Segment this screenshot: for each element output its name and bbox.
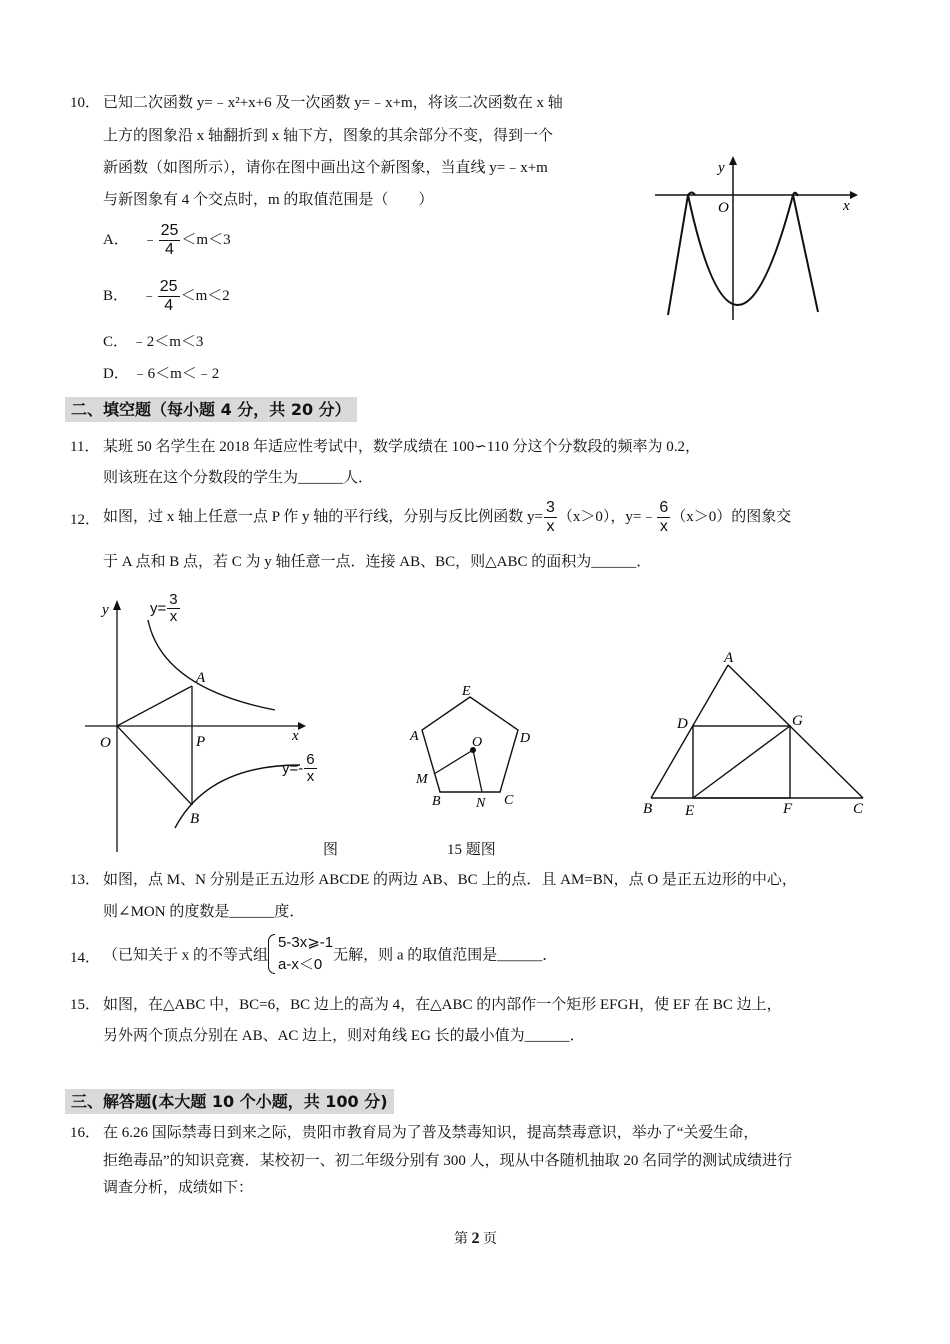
eq1-prefix: y= xyxy=(150,600,167,617)
q10-graph xyxy=(650,150,865,325)
q12-fraction1 xyxy=(544,499,557,536)
label-e: E xyxy=(462,684,471,699)
eq2-fraction xyxy=(304,752,316,785)
eq2-prefix: y=- xyxy=(282,760,304,777)
q10-option-a xyxy=(103,222,231,259)
section-fill-blank-heading: 二、填空题（每小题 4 分，共 20 分） xyxy=(65,397,357,422)
q10-line1: 已知二次函数 y=﹣x²+x+6 及一次函数 y=﹣x+m，将该二次函数在 x 轴 xyxy=(103,95,563,111)
label-e: E xyxy=(685,803,695,819)
eq1-numerator: 3 xyxy=(169,591,178,608)
x-label: x xyxy=(843,198,850,214)
footer-prefix: 第 xyxy=(454,1232,472,1247)
q15-number: 15． xyxy=(70,997,101,1013)
point-p-label: P xyxy=(196,734,206,750)
option-a-fraction xyxy=(159,222,181,259)
q12-number: 12． xyxy=(70,512,101,528)
label-d: D xyxy=(520,731,531,746)
side-ab xyxy=(651,665,728,798)
page-number: 2 xyxy=(471,1230,480,1247)
option-a-denominator: 4 xyxy=(165,241,174,258)
segment-ca xyxy=(117,686,192,726)
q13-number: 13． xyxy=(70,872,101,888)
curve-3-over-x xyxy=(148,620,275,710)
q16-number: 16． xyxy=(70,1125,101,1141)
q10-option-c: C． ﹣2＜m＜3 xyxy=(103,334,204,350)
pentagon xyxy=(422,697,518,792)
point-b-label: B xyxy=(190,811,200,827)
new-function-curve xyxy=(668,195,818,315)
q12-fraction1-numerator: 3 xyxy=(546,499,555,517)
q16-line3: 调查分析，成绩如下： xyxy=(103,1180,254,1196)
segment-cb xyxy=(117,726,192,805)
q10-option-b xyxy=(103,278,230,315)
section-answer-heading: 三、解答题(本大题 10 个小题，共 100 分) xyxy=(65,1089,394,1114)
option-b-denominator: 4 xyxy=(164,297,174,314)
label-c: C xyxy=(504,793,514,808)
side-ac xyxy=(728,665,863,798)
option-a-label: A． xyxy=(103,231,129,248)
label-d: D xyxy=(677,716,688,732)
q15-line2: 另外两个顶点分别在 AB、AC 边上，则对角线 EG 长的最小值为______． xyxy=(103,1028,585,1044)
inequality-system xyxy=(268,932,333,976)
q10-option-d: D． ﹣6＜m＜﹣2 xyxy=(103,366,220,382)
origin-label: O xyxy=(100,735,111,751)
x-label: x xyxy=(292,728,299,744)
q12-fraction2-numerator: 6 xyxy=(659,499,669,517)
eq1-fraction xyxy=(167,592,179,625)
label-m: M xyxy=(416,772,428,787)
q12-fraction2 xyxy=(657,499,670,536)
q11-line1: 某班 50 名学生在 2018 年适应性考试中，数学成绩在 100∽110 分这个分数段的频率为 0.2， xyxy=(103,439,701,455)
eq-neg6-over-x xyxy=(282,752,318,785)
q12-fraction1-denominator: x xyxy=(546,518,555,536)
option-b-label: B． xyxy=(103,287,129,304)
q15-figure-caption: 15 题图 xyxy=(447,842,496,858)
q13-line1: 如图，点 M、N 分别是正五边形 ABCDE 的两边 AB、BC 上的点．且 AM=BN，点 O 是正五边形的中心， xyxy=(103,872,797,888)
q12-text-post: （x＞0）的图象交 xyxy=(671,509,792,525)
label-f: F xyxy=(783,801,793,817)
option-b-numerator: 25 xyxy=(159,278,178,295)
q14-number: 14． xyxy=(70,950,101,966)
page-footer xyxy=(454,1228,497,1248)
x-axis-arrow xyxy=(850,191,858,199)
q10-number: 10． xyxy=(70,95,101,111)
eq1-denominator: x xyxy=(169,608,178,625)
option-a-range: ＜m＜3 xyxy=(181,231,231,248)
point-a-label: A xyxy=(196,670,206,686)
label-g: G xyxy=(792,713,803,729)
y-axis-arrow xyxy=(729,156,737,165)
q10-line3: 新函数（如图所示），请你在图中画出这个新图象，当直线 y=﹣x+m xyxy=(103,160,548,176)
q14-text-pre: （已知关于 x 的不等式组 xyxy=(103,947,269,964)
q15-line1: 如图，在△ABC 中，BC=6，BC 边上的高为 4，在△ABC 的内部作一个矩形 EFGH，使 EF 在 BC 边上， xyxy=(103,997,782,1013)
label-o: O xyxy=(472,735,483,750)
y-axis-arrow xyxy=(113,600,121,610)
option-b-fraction xyxy=(158,278,180,315)
q11-number: 11． xyxy=(70,439,100,455)
label-n: N xyxy=(476,796,486,811)
origin-label: O xyxy=(718,200,729,216)
segment-on xyxy=(473,750,482,792)
option-b-range: ＜m＜2 xyxy=(180,287,230,304)
q12-line2: 于 A 点和 B 点，若 C 为 y 轴任意一点．连接 AB、BC，则△ABC 的面积为______． xyxy=(103,554,652,570)
eq-3-over-x xyxy=(150,592,181,625)
q10-line4: 与新图象有 4 个交点时，m 的取值范围是（ ） xyxy=(103,192,434,208)
q14-line xyxy=(103,932,557,976)
x-axis-arrow xyxy=(298,722,306,730)
label-a: A xyxy=(410,729,419,744)
diagonal-eg xyxy=(693,726,790,798)
label-b: B xyxy=(432,794,441,809)
label-a: A xyxy=(724,650,734,666)
eq2-numerator: 6 xyxy=(306,751,315,768)
q12-line1 xyxy=(103,497,791,537)
label-c: C xyxy=(853,801,864,817)
y-label: y xyxy=(102,602,109,618)
q12-text-pre: 如图，过 x 轴上任意一点 P 作 y 轴的平行线，分别与反比例函数 y= xyxy=(103,509,543,525)
inequality-2: a-x＜0 xyxy=(278,956,323,973)
q14-text-post: 无解，则 a 的取值范围是______． xyxy=(333,947,558,964)
q13-pentagon-figure xyxy=(400,680,550,815)
option-b-sign: ﹣ xyxy=(141,287,157,304)
q15-triangle-figure xyxy=(635,645,875,820)
option-a-numerator: 25 xyxy=(160,222,179,239)
q12-figure-caption: 图 xyxy=(323,842,339,858)
segment-om xyxy=(434,750,473,774)
footer-suffix: 页 xyxy=(479,1232,497,1247)
q12-figure xyxy=(80,590,340,855)
q10-line2: 上方的图象沿 x 轴翻折到 x 轴下方，图象的其余部分不变，得到一个 xyxy=(103,128,554,144)
q12-text-mid: （x＞0），y=﹣ xyxy=(557,509,657,525)
inequality-1: 5-3x⩾-1 xyxy=(278,934,334,951)
option-a-sign: ﹣ xyxy=(142,231,158,248)
eq2-denominator: x xyxy=(306,768,315,785)
q16-line1: 在 6.26 国际禁毒日到来之际，贵阳市教育局为了普及禁毒知识，提高禁毒意识，举办了“关爱生命， xyxy=(103,1125,759,1141)
q11-line2: 则该班在这个分数段的学生为______人． xyxy=(103,470,374,486)
q16-line2: 拒绝毒品”的知识竞赛．某校初一、初二年级分别有 300 人，现从中各随机抽取 20 名同学的测试成绩进行 xyxy=(103,1153,793,1169)
y-label: y xyxy=(718,160,725,176)
label-b: B xyxy=(643,801,653,817)
q13-line2: 则∠MON 的度数是______度． xyxy=(103,904,305,920)
q12-fraction2-denominator: x xyxy=(659,518,668,536)
